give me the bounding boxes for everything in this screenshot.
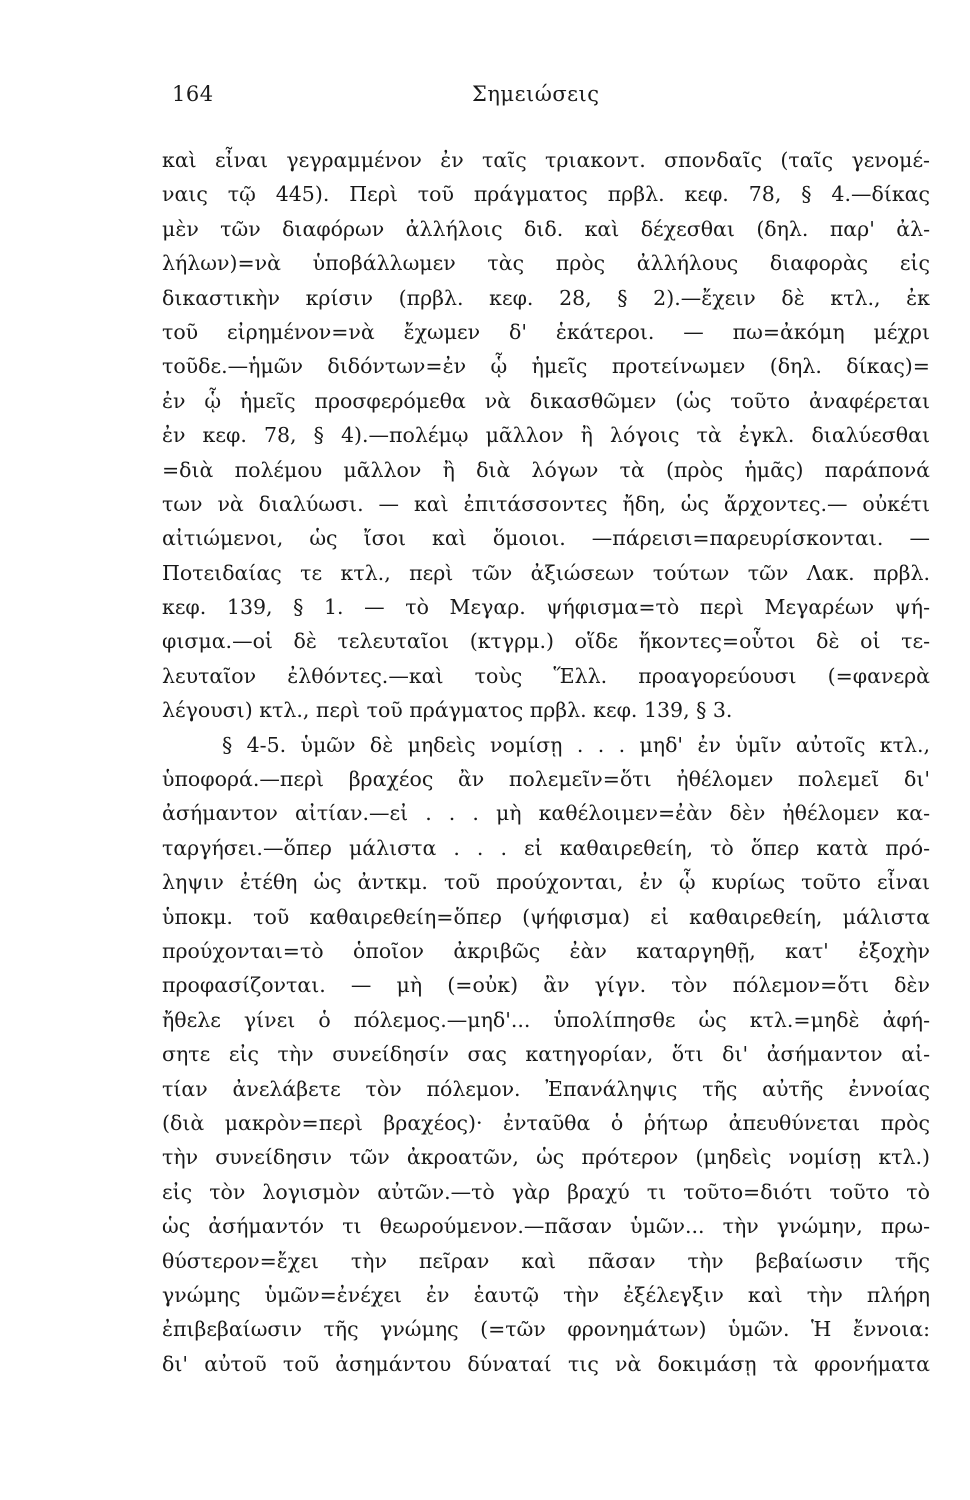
text-line: των νὰ διαλύωσι. — καὶ ἐπιτάσσοντες ἤδη, ὡς ἄρχοντες.— οὐκέτι	[162, 491, 930, 516]
text-line: φισμα.—οἱ δὲ τελευταῖοι (κτγρμ.) οἵδε ἥκοντες=οὗτοι δὲ οἱ τε-	[162, 629, 930, 654]
running-head: Σημειώσεις	[472, 82, 600, 106]
text-line: τίαν ἀνελάβετε τὸν πόλεμον. Ἐπανάληψις τῆς αὐτῆς ἐννοίας	[162, 1076, 930, 1101]
text-line: λέγουσι) κτλ., περὶ τοῦ πράγματος πρβλ. κεφ. 139, § 3.	[162, 698, 733, 723]
text-line: προφασίζονται. — μὴ (=οὐκ) ἂν γίγν. τὸν πόλεμον=ὅτι δὲν	[162, 973, 930, 998]
text-line: αἰτιώμενοι, ὡς ἴσοι καὶ ὅμοιοι. —πάρεισι=παρευρίσκονται. —	[162, 526, 930, 551]
text-line: ἤθελε γίνει ὁ πόλεμος.—μηδ'... ὑπολίπησθε ὡς κτλ.=μηδὲ ἀφή-	[162, 1007, 930, 1032]
text-line: εἰς τὸν λογισμὸν αὐτῶν.—τὸ γὰρ βραχύ τι τοῦτο=διότι τοῦτο τὸ	[162, 1179, 930, 1204]
text-line	[162, 1381, 930, 1415]
text-line: κεφ. 139, § 1. — τὸ Μεγαρ. ψήφισμα=τὸ περὶ Μεγαρέων ψή-	[162, 595, 930, 620]
text-line: ταργήσει.—ὅπερ μάλιστα . . . εἰ καθαιρεθείη, τὸ ὅπερ κατὰ πρό-	[162, 835, 930, 860]
text-line: λήλων)=νὰ ὑποβάλλωμεν τὰς πρὸς ἀλλήλους διαφορὰς εἰς	[162, 251, 930, 276]
text-line: ἐπιβεβαίωσιν τῆς γνώμης (=τῶν φρονημάτων) ὑμῶν. Ἡ ἔννοια:	[162, 1317, 930, 1342]
text-line: ὑποκμ. τοῦ καθαιρεθείη=ὅπερ (ψήφισμα) εἰ καθαιρεθείη, μάλιστα	[162, 904, 930, 929]
text-line: τοῦ εἰρημένον=νὰ ἔχωμεν δ' ἑκάτεροι. — πω=ἀκόμη μέχρι	[162, 319, 930, 344]
text-line: θύστερον=ἔχει τὴν πεῖραν καὶ πᾶσαν τὴν βεβαίωσιν τῆς	[162, 1248, 930, 1273]
text-line: δι' αὐτοῦ τοῦ ἀσημάντου δύναταί τις νὰ δοκιμάσῃ τὰ φρονήματα	[162, 1351, 930, 1376]
text-line: ὡς ἀσήμαντόν τι θεωρούμενον.—πᾶσαν ὑμῶν... τὴν γνώμην, πρω-	[162, 1214, 930, 1239]
text-line: μὲν τῶν διαφόρων ἀλλήλοις διδ. καὶ δέχεσθαι (δηλ. παρ' ἀλ-	[162, 216, 930, 241]
text-line: ἐν κεφ. 78, § 4).—πολέμῳ μᾶλλον ἢ λόγοις τὰ ἐγκλ. διαλύεσθαι	[162, 423, 930, 448]
text-line: (διὰ μακρὸν=περὶ βραχέος)· ἐνταῦθα ὁ ῥήτωρ ἀπευθύνεται πρὸς	[162, 1110, 930, 1135]
page-header	[172, 82, 932, 122]
text-line: ἐν ᾧ ἡμεῖς προσφερόμεθα νὰ δικασθῶμεν (ὡς τοῦτο ἀναφέρεται	[162, 388, 930, 413]
text-line: σητε εἰς τὴν συνείδησίν σας κατηγορίαν, ὅτι δι' ἀσήμαντον αἰ-	[162, 1042, 930, 1067]
text-line: καὶ εἶναι γεγραμμένον ἐν ταῖς τριακοντ. σπονδαῖς (ταῖς γενομέ-	[162, 148, 930, 172]
page-number: 164	[172, 82, 214, 106]
text-line: τὴν συνείδησιν τῶν ἀκροατῶν, ὡς πρότερον (μηδεὶς νομίσῃ κτλ.)	[162, 1145, 930, 1170]
text-line: Ποτειδαίας τε κτλ., περὶ τῶν ἀξιώσεων τούτων τῶν Λακ. πρβλ.	[162, 560, 930, 585]
text-line: § 4-5. ὑμῶν δὲ μηδεὶς νομίσῃ . . . μηδ' ἐν ὑμῖν αὐτοῖς κτλ.,	[222, 732, 930, 757]
text-line: ναις τῷ 445). Περὶ τοῦ πράγματος πρβλ. κεφ. 78, § 4.—δίκας	[162, 182, 930, 207]
text-line: =διὰ πολέμου μᾶλλον ἢ διὰ λόγων τὰ (πρὸς ἡμᾶς) παράπονά	[162, 457, 930, 482]
text-line: ἀσήμαντον αἰτίαν.—εἰ . . . μὴ καθέλοιμεν=ἐὰν δὲν ἠθέλομεν κα-	[162, 801, 930, 826]
text-line: γνώμης ὑμῶν=ἐνέχει ἐν ἑαυτῷ τὴν ἐξέλεγξιν καὶ τὴν πλήρη	[162, 1282, 930, 1307]
body-text	[162, 143, 930, 1415]
text-line: ὑποφορά.—περὶ βραχέος ἂν πολεμεῖν=ὅτι ἠθέλομεν πολεμεῖ δι'	[162, 767, 930, 792]
text-line: τοῦδε.—ἡμῶν διδόντων=ἐν ᾧ ἡμεῖς προτείνωμεν (δηλ. δίκας)=	[162, 354, 930, 379]
text-line: προύχονται=τὸ ὁποῖον ἀκριβῶς ἐὰν καταργηθῇ, κατ' ἐξοχὴν	[162, 938, 930, 963]
text-line: δικαστικὴν κρίσιν (πρβλ. κεφ. 28, § 2).—ἔχειν δὲ κτλ., ἐκ	[162, 285, 930, 310]
text-line: ληψιν ἐτέθη ὡς ἀντκμ. τοῦ προύχονται, ἐν ᾧ κυρίως τοῦτο εἶναι	[162, 870, 930, 895]
text-line: λευταῖον ἐλθόντες.—καὶ τοὺς Ἕλλ. προαγορεύουσι (=φανερὰ	[162, 663, 930, 688]
